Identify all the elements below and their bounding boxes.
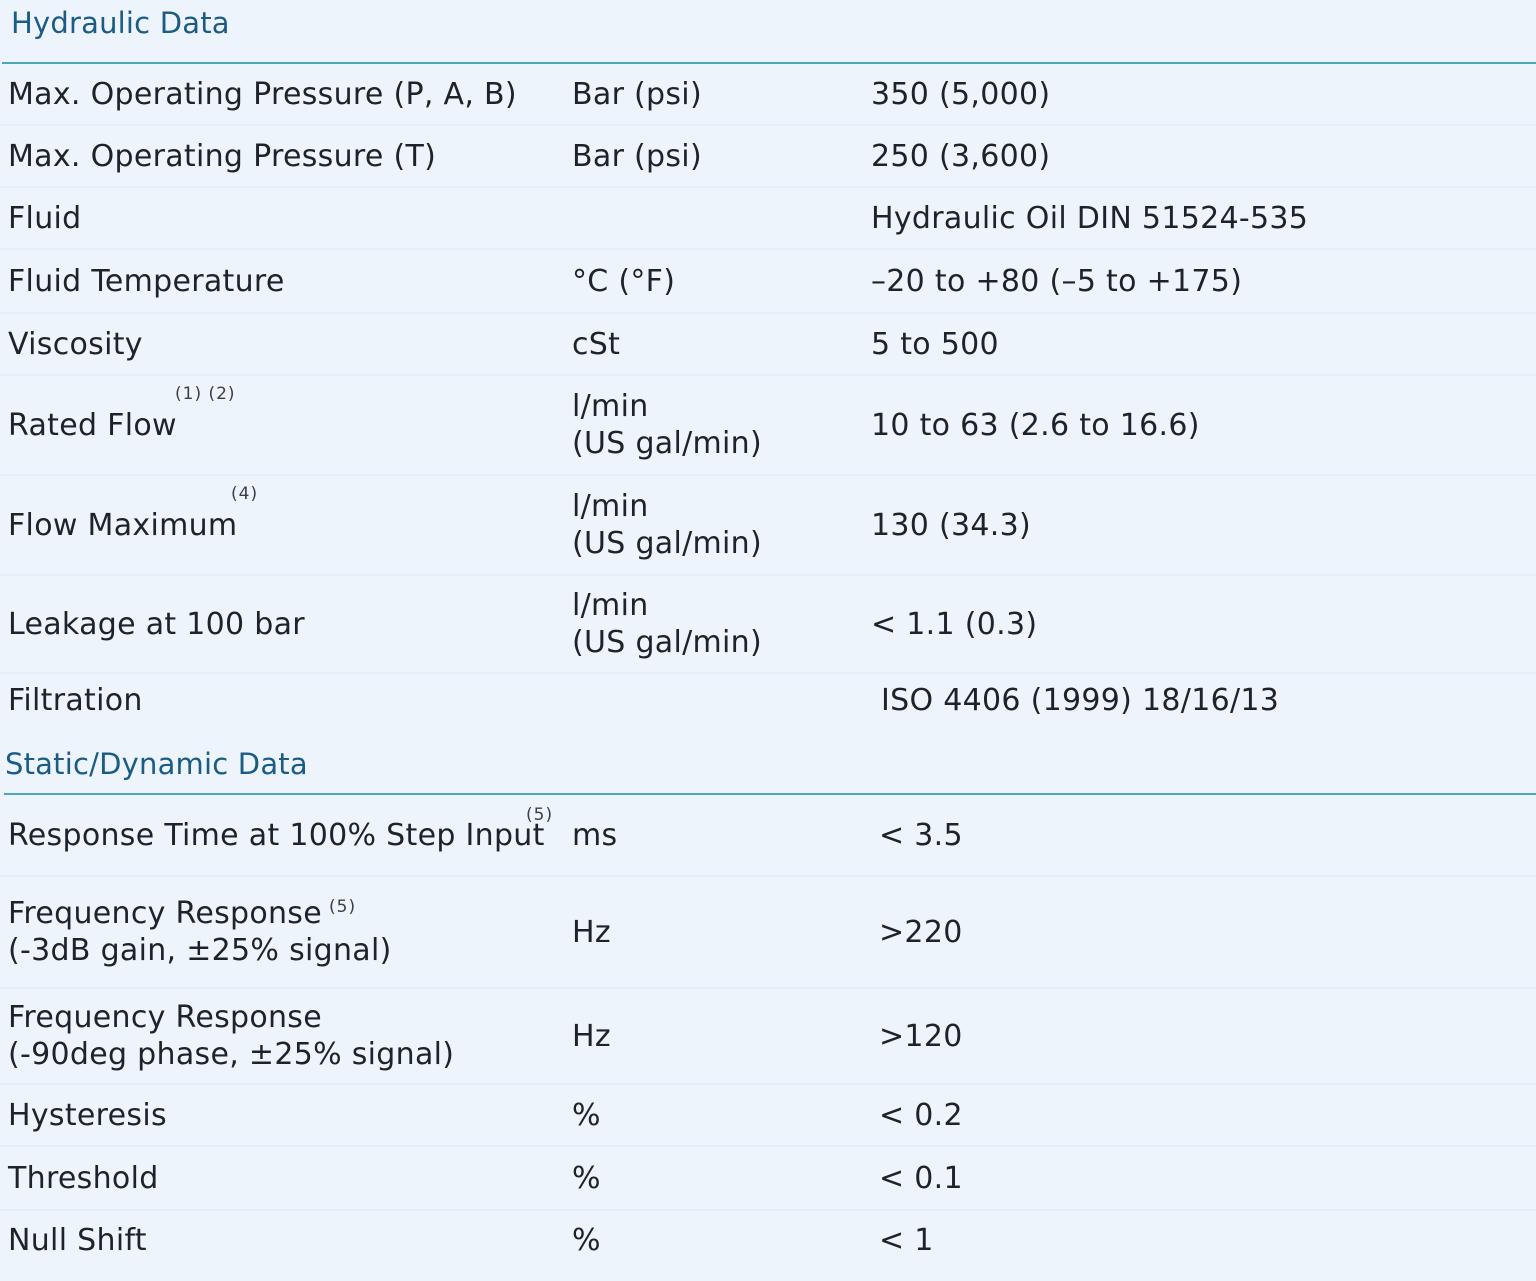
value-label: 350 (5,000) xyxy=(871,76,1051,112)
unit-label xyxy=(572,576,762,672)
value-label: < 1 xyxy=(879,1222,934,1258)
param-label: Fluid Temperature xyxy=(8,263,285,299)
unit-line-1: l/min xyxy=(572,489,649,524)
unit-label xyxy=(572,376,762,474)
value-label: < 3.5 xyxy=(879,817,963,853)
value-label: < 1.1 (0.3) xyxy=(871,606,1038,642)
unit-label xyxy=(572,476,762,574)
param-label: Null Shift xyxy=(8,1222,147,1258)
param-label: Leakage at 100 bar xyxy=(8,606,305,642)
unit-label: % xyxy=(572,1222,601,1258)
value-label: 250 (3,600) xyxy=(871,138,1051,174)
unit-line-2: (US gal/min) xyxy=(572,625,762,660)
table-row-hysteresis xyxy=(0,1085,1536,1147)
table-row-leakage xyxy=(0,576,1536,674)
value-label: < 0.1 xyxy=(879,1160,963,1196)
unit-line-2: (US gal/min) xyxy=(572,526,762,561)
footnote-marker: (5) xyxy=(329,897,357,917)
param-label: Max. Operating Pressure (T) xyxy=(8,138,437,174)
param-label: Flow Maximum xyxy=(8,507,238,543)
unit-label: % xyxy=(572,1097,601,1133)
hydraulic-section-title: Hydraulic Data xyxy=(11,6,230,40)
unit-label: Bar (psi) xyxy=(572,76,702,112)
footnote-marker: (1) (2) xyxy=(175,384,236,404)
table-row-fluid-temperature xyxy=(0,250,1536,314)
static-dynamic-section-title: Static/Dynamic Data xyxy=(5,747,308,781)
unit-label: Hz xyxy=(572,914,611,950)
param-line-2: (-90deg phase, ±25% signal) xyxy=(8,1037,455,1072)
param-label: Viscosity xyxy=(8,326,143,362)
unit-label: Hz xyxy=(572,1018,611,1054)
value-label: 10 to 63 (2.6 to 16.6) xyxy=(871,407,1200,443)
param-line-1: Frequency Response xyxy=(8,896,322,931)
unit-line-1: l/min xyxy=(572,389,649,424)
value-label: >120 xyxy=(879,1018,963,1054)
table-row-response-time xyxy=(0,795,1536,877)
table-row-flow-maximum xyxy=(0,476,1536,576)
param-label: Response Time at 100% Step Input xyxy=(8,817,545,853)
unit-label: cSt xyxy=(572,326,621,362)
value-label: ISO 4406 (1999) 18/16/13 xyxy=(881,682,1280,718)
table-row-rated-flow xyxy=(0,376,1536,476)
value-label: 130 (34.3) xyxy=(871,507,1032,543)
unit-label: % xyxy=(572,1160,601,1196)
unit-label: °C (°F) xyxy=(572,263,676,299)
param-label: Filtration xyxy=(8,682,143,718)
param-line-2: (-3dB gain, ±25% signal) xyxy=(8,933,392,968)
unit-line-2: (US gal/min) xyxy=(572,426,762,461)
unit-line-1: l/min xyxy=(572,588,649,623)
table-row-null-shift xyxy=(0,1211,1536,1269)
param-label: Hysteresis xyxy=(8,1097,167,1133)
param-label: Fluid xyxy=(8,200,82,236)
table-row-fluid xyxy=(0,188,1536,250)
footnote-marker: (5) xyxy=(526,805,554,825)
param-label: Max. Operating Pressure (P, A, B) xyxy=(8,76,517,112)
table-row-viscosity xyxy=(0,314,1536,376)
table-row-frequency-response-gain xyxy=(0,877,1536,989)
footnote-marker: (4) xyxy=(231,484,259,504)
value-label: >220 xyxy=(879,914,963,950)
table-row-frequency-response-phase xyxy=(0,989,1536,1085)
value-label: 5 to 500 xyxy=(871,326,999,362)
unit-label: ms xyxy=(572,817,618,853)
table-row-filtration xyxy=(0,674,1536,726)
param-line-1: Frequency Response xyxy=(8,1000,322,1035)
param-label xyxy=(8,989,454,1083)
table-row-max-pressure-pab xyxy=(0,64,1536,126)
table-row-max-pressure-t xyxy=(0,126,1536,188)
param-label: Rated Flow xyxy=(8,407,177,443)
unit-label: Bar (psi) xyxy=(572,138,702,174)
param-label xyxy=(8,877,392,987)
param-label: Threshold xyxy=(8,1160,159,1196)
value-label: < 0.2 xyxy=(879,1097,963,1133)
value-label: –20 to +80 (–5 to +175) xyxy=(871,263,1243,299)
table-row-threshold xyxy=(0,1147,1536,1211)
value-label: Hydraulic Oil DIN 51524-535 xyxy=(871,200,1309,236)
